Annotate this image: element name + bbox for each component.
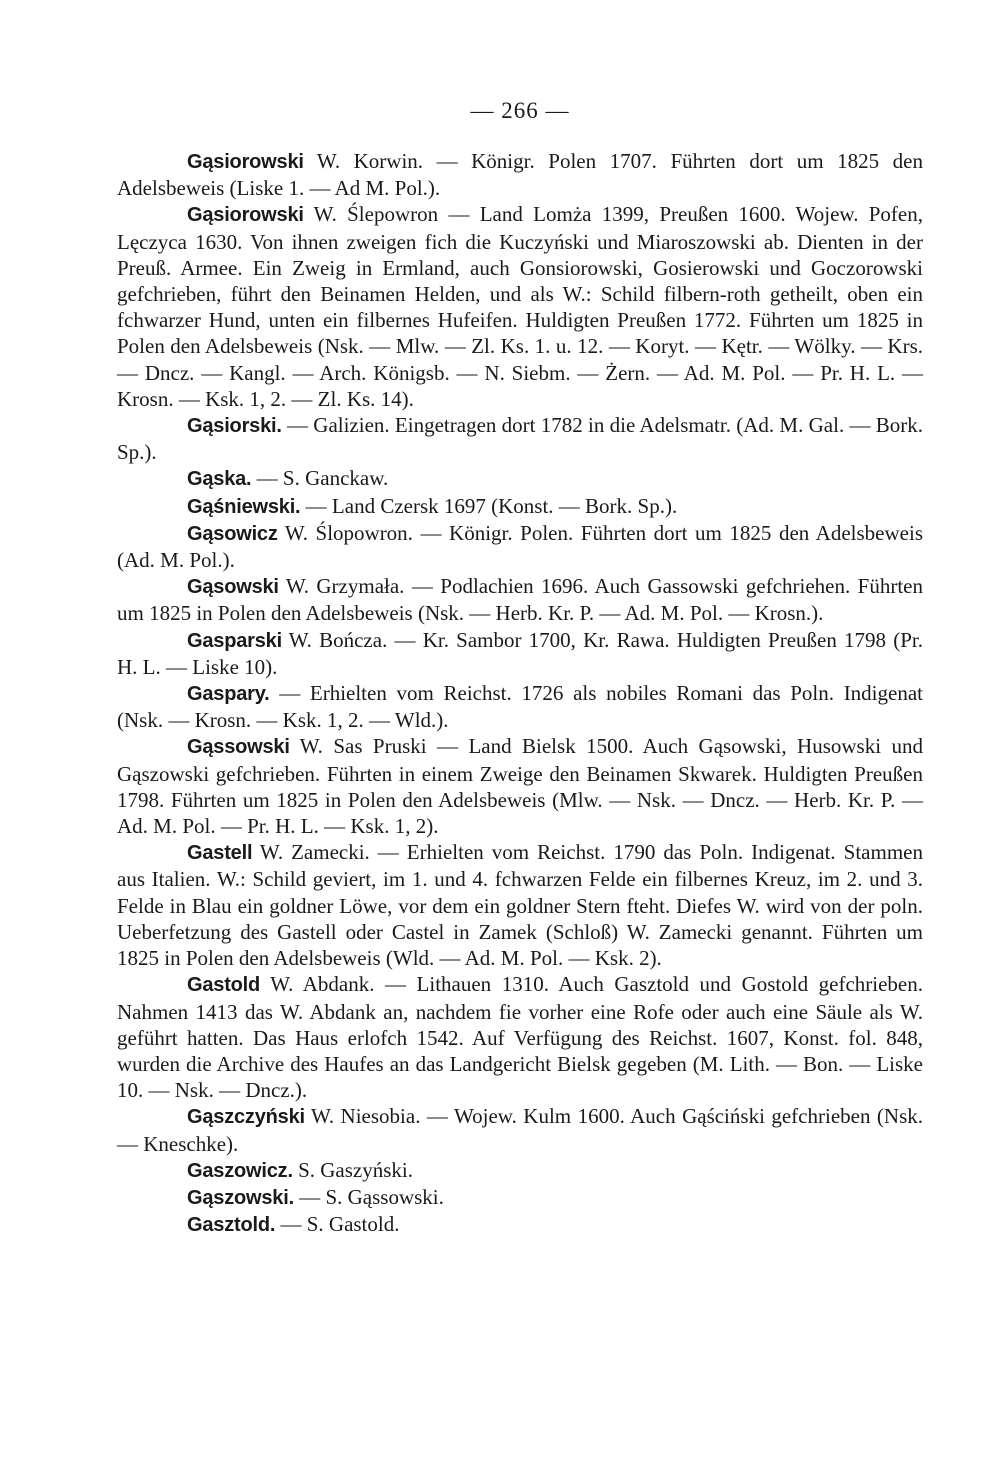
entry-headword: Gąszczyński: [187, 1106, 305, 1129]
entry-text: — S. Ganckaw.: [251, 466, 389, 491]
entry-headword: Gąsowicz: [187, 522, 278, 545]
entry: [117, 201, 923, 412]
entry-headword: Gastell: [187, 842, 253, 865]
entry: [117, 971, 923, 1103]
entry-text: W. Grzymała. — Podlachien 1696. Auch Gassowski gefchriehen. Führten um 1825 in Polen den Adelsbeweis (Nsk. — Herb. Kr. P. — Ad. M. Pol. — Krosn.).: [117, 574, 923, 626]
entry-headword: Gąsowski: [187, 576, 279, 599]
entry: [117, 148, 923, 201]
entry: [117, 1157, 923, 1184]
entry: [117, 1184, 923, 1211]
entry-text: S. Gaszyński.: [292, 1157, 413, 1182]
entry-text: W. Sas Pruski — Land Bielsk 1500. Auch Gąsowski, Husowski und Gąszowski gefchrieben. Führten in einem Zweige den Beinamen Skwarek. Huldigten Preußen 1798. Führten um 1825 in Polen den Adelsbeweis (Mlw. — Nsk. — Dncz. — Herb. Kr. P. — Ad. M. Pol. — Pr. H. L. — Ksk. 1, 2).: [117, 734, 923, 839]
entry-text: W. Abdank. — Lithauen 1310. Auch Gasztold und Gostold gefchrieben. Nahmen 1413 das W. Abdank an, nachdem fie vorher eine Rofe oder auch eine Säule als W. geführt hatten. Das Haus erlofch 1542. Auf Verfügung des Reichst. 1607, Konst. fol. 848, wurden die Archive des Haufes an das Landgericht Bielsk gegeben (M. Lith. — Bon. — Liske 10. — Nsk. — Dncz.).: [117, 972, 923, 1103]
entry-text: W. Niesobia. — Wojew. Kulm 1600. Auch Gąściński gefchrieben (Nsk. — Kneschke).: [117, 1104, 923, 1156]
entry-headword: Gąsiorski.: [187, 415, 282, 438]
entry-text: W. Bończa. — Kr. Sambor 1700, Kr. Rawa. Huldigten Preußen 1798 (Pr. H. L. — Liske 10).: [117, 627, 923, 679]
entry: [117, 1103, 923, 1156]
entry-text: W. Zamecki. — Erhielten vom Reichst. 1790 das Poln. Indigenat. Stammen aus Italien. W.: Schild geviert, im 1. und 4. fchwarzen Felde ein filbernes Kreuz, im 2. und 3. Felde in Blau ein goldner Löwe, vor dem ein goldner Stern fteht. Diefes W. wird von der poln. Ueberfetzung des Gastell oder Castel in Zamek (Schloß) W. Zamecki genannt. Führten um 1825 in Polen den Adelsbeweis (Wld. — Ad. M. Pol. — Ksk. 2).: [117, 840, 923, 971]
entry-list: [117, 148, 923, 1238]
entry: [117, 680, 923, 733]
entry-headword: Gasparski: [187, 629, 282, 652]
entry-text: W. Ślopowron. — Königr. Polen. Führten dort um 1825 den Adelsbeweis (Ad. M. Pol.).: [117, 520, 923, 573]
entry-text: — Galizien. Eingetragen dort 1782 in die Adelsmatr. (Ad. M. Gal. — Bork. Sp.).: [117, 413, 923, 465]
entry-text: W. Korwin. — Königr. Polen 1707. Führten dort um 1825 den Adelsbeweis (Liske 1. — Ad M. Pol.).: [117, 149, 923, 201]
entry: [117, 465, 923, 492]
entry: [117, 627, 923, 680]
entry-headword: Gaszowicz.: [187, 1159, 293, 1182]
page-number: — 266 —: [470, 98, 570, 123]
entry-headword: Gąsiorowski: [187, 204, 304, 227]
entry-headword: Gąssowski: [187, 736, 290, 759]
entry: [117, 839, 923, 971]
entry-text: — S. Gastold.: [275, 1212, 400, 1237]
entry-headword: Gąśniewski.: [187, 495, 301, 518]
entry: [117, 573, 923, 626]
entry-headword: Gastold: [187, 974, 261, 997]
entry-headword: Gąszowski.: [187, 1186, 294, 1209]
entry-text: W. Ślepowron — Land Lomża 1399, Preußen 1600. Wojew. Pofen, Lęczyca 1630. Von ihnen zweigen fich die Kuczyński und Miaroszowski ab. Dienten in der Preuß. Armee. Ein Zweig in Ermland, auch Gonsiorowski, Gosierowski und Goczorowski gefchrieben, führt den Beinamen Helden, und als W.: Schild filbern-roth getheilt, oben ein fchwarzer Hund, unten ein filbernes Hufeifen. Huldigten Preußen 1772. Führten um 1825 in Polen den Adelsbeweis (Nsk. — Mlw. — Zl. Ks. 1. u. 12. — Koryt. — Kętr. — Wölky. — Krs. — Dncz. — Kangl. — Arch. Königsb. — N. Siebm. — Żern. — Ad. M. Pol. — Pr. H. L. — Krosn. — Ksk. 1, 2. — Zl. Ks. 14).: [117, 202, 923, 411]
entry-headword: Gąsiorowski: [187, 151, 304, 173]
entry-headword: Gąska.: [187, 468, 252, 491]
entry: [117, 1211, 923, 1238]
entry-headword: Gaspary.: [187, 683, 270, 706]
entry: [117, 520, 923, 573]
entry: [117, 493, 923, 520]
entry-text: — Land Czersk 1697 (Konst. — Bork. Sp.).: [300, 493, 678, 518]
entry-headword: Gasztold.: [187, 1214, 276, 1237]
entry-text: — S. Gąssowski.: [293, 1184, 444, 1209]
entry: [117, 733, 923, 839]
entry-text: — Erhielten vom Reichst. 1726 als nobiles Romani das Poln. Indigenat (Nsk. — Krosn. — Ksk. 1, 2. — Wld.).: [117, 681, 923, 733]
entry: [117, 412, 923, 465]
dictionary-page: [117, 96, 923, 1238]
